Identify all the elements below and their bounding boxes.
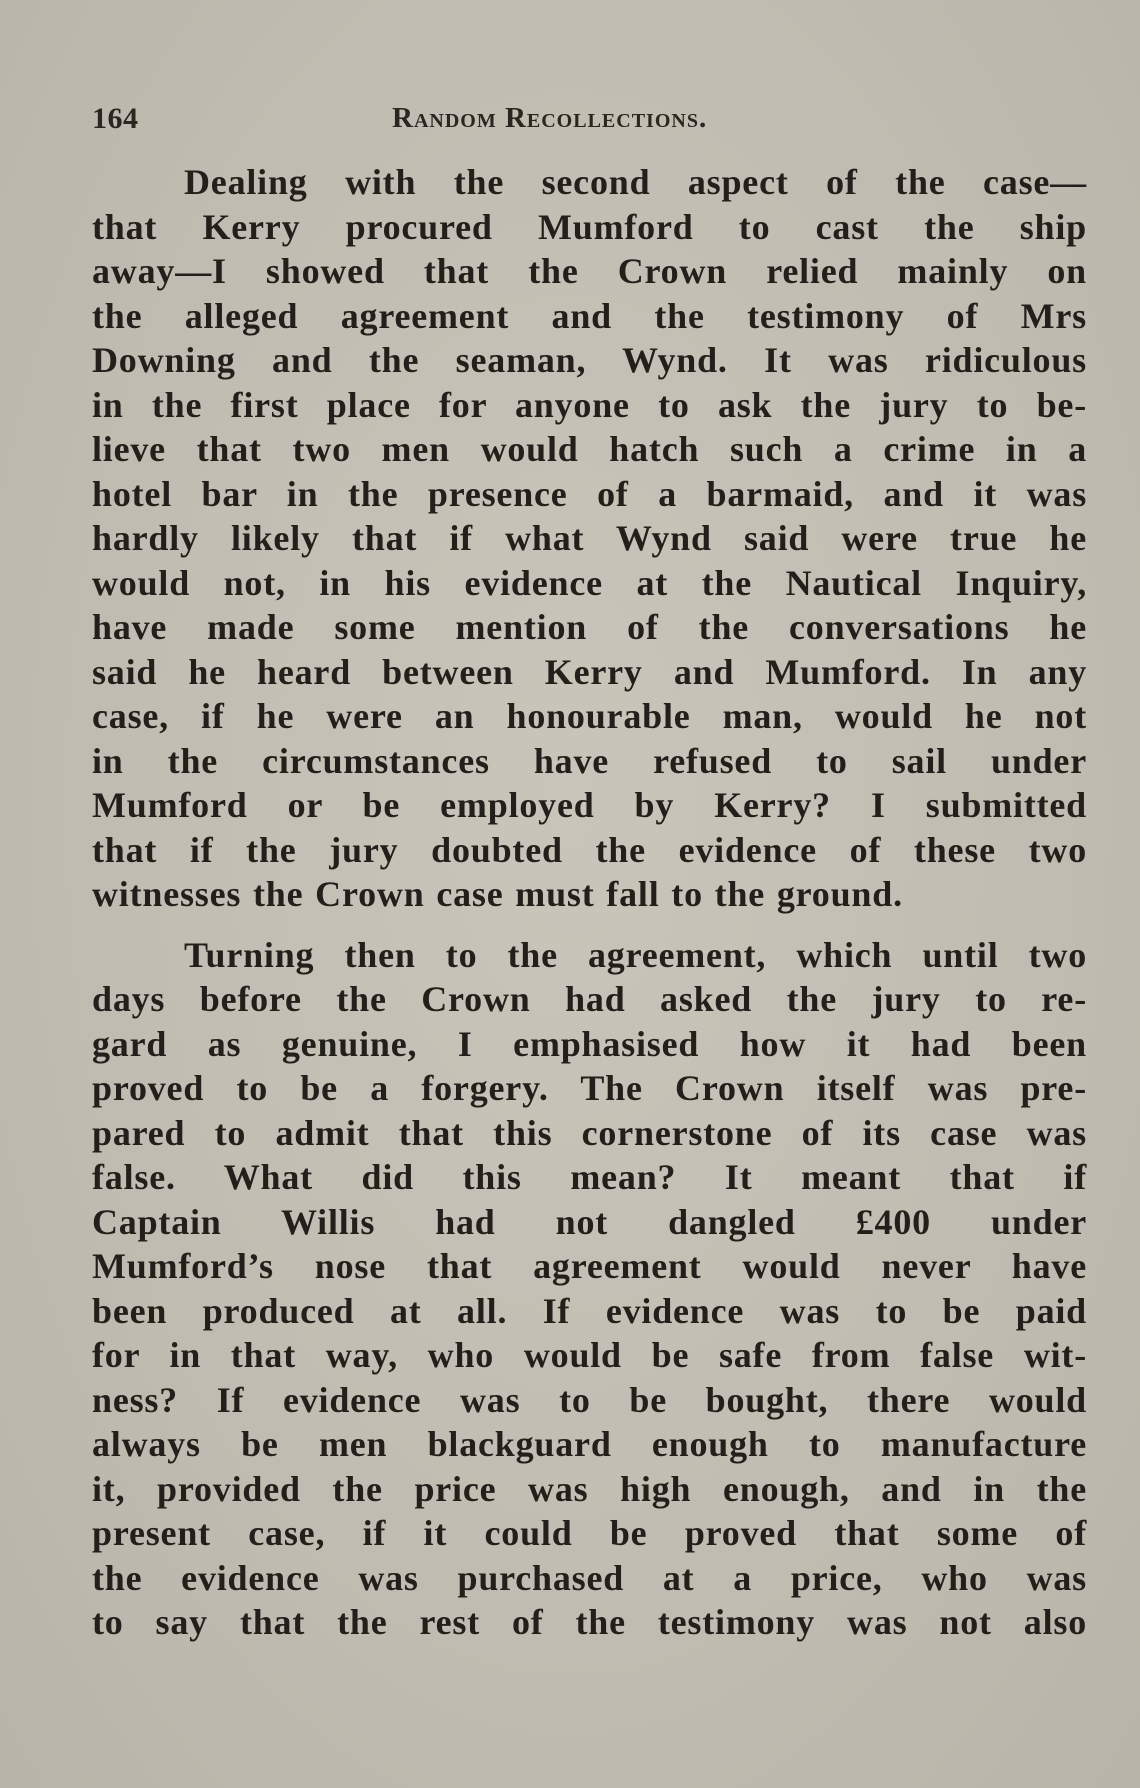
- paragraph-2: [92, 933, 1087, 1645]
- text-line: in the first place for anyone to ask the jury to be-: [92, 384, 1087, 425]
- text-line: proved to be a forgery. The Crown itself was pre-: [92, 1068, 1087, 1108]
- text-line: gard as genuine, I emphasised how it had been: [92, 1023, 1087, 1064]
- text-line: Mumford or be employed by Kerry? I submitted: [92, 785, 1087, 825]
- text-line: Dealing with the second aspect of the case—: [184, 162, 1087, 202]
- text-line: days before the Crown had asked the jury to re-: [92, 979, 1087, 1019]
- paragraph-1: [92, 160, 1087, 917]
- text-line: witnesses the Crown case must fall to the ground.: [92, 874, 903, 914]
- text-line: said he heard between Kerry and Mumford. In any: [92, 651, 1087, 692]
- text-line: away—I showed that the Crown relied mainly on: [92, 251, 1087, 291]
- text-line: present case, if it could be proved that some of: [92, 1513, 1087, 1553]
- text-line: it, provided the price was high enough, and in the: [92, 1468, 1087, 1509]
- text-line: hardly likely that if what Wynd said were true he: [92, 518, 1087, 558]
- text-line: the evidence was purchased at a price, who was: [92, 1557, 1087, 1598]
- text-line: in the circumstances have refused to sail under: [92, 740, 1087, 781]
- text-line: have made some mention of the conversations he: [92, 607, 1087, 647]
- text-line: that Kerry procured Mumford to cast the ship: [92, 206, 1087, 247]
- text-line: been produced at all. If evidence was to be paid: [92, 1290, 1087, 1331]
- text-line: to say that the rest of the testimony was not also: [92, 1602, 1087, 1642]
- running-title: Random Recollections.: [392, 102, 708, 134]
- text-line: the alleged agreement and the testimony of Mrs: [92, 295, 1087, 336]
- text-line: Captain Willis had not dangled £400 under: [92, 1201, 1087, 1242]
- text-line: that if the jury doubted the evidence of these two: [92, 829, 1087, 870]
- text-line: hotel bar in the presence of a barmaid, and it was: [92, 473, 1087, 514]
- text-line: would not, in his evidence at the Nautical Inquiry,: [92, 562, 1087, 603]
- text-line: always be men blackguard enough to manufacture: [92, 1424, 1087, 1464]
- text-line: Turning then to the agreement, which until two: [184, 934, 1087, 975]
- body-text: [92, 160, 1087, 1645]
- text-line: lieve that two men would hatch such a crime in a: [92, 429, 1087, 469]
- text-line: false. What did this mean? It meant that if: [92, 1157, 1087, 1197]
- running-head: [92, 102, 1090, 152]
- text-line: Downing and the seaman, Wynd. It was ridiculous: [92, 340, 1087, 380]
- page-number: 164: [92, 102, 139, 135]
- text-line: pared to admit that this cornerstone of its case was: [92, 1112, 1087, 1153]
- text-line: case, if he were an honourable man, would he not: [92, 696, 1087, 736]
- text-line: ness? If evidence was to be bought, there would: [92, 1379, 1087, 1420]
- text-line: Mumford’s nose that agreement would never have: [92, 1246, 1087, 1286]
- text-line: for in that way, who would be safe from false wit-: [92, 1335, 1087, 1375]
